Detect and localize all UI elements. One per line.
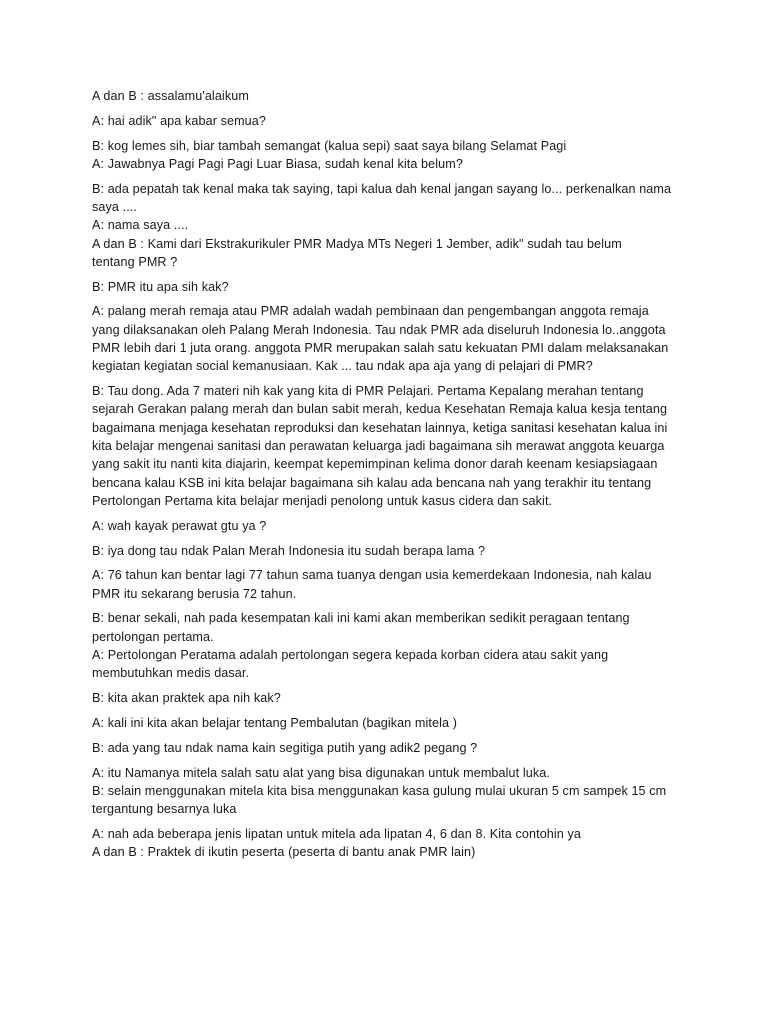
- text-line: Pertolongan Pertama kita belajar menjadi penolong untuk kasus cidera dan sakit.: [92, 493, 553, 508]
- text-line: B: benar sekali, nah pada kesempatan kali ini kami akan memberikan sedikit peragaan tentang: [92, 611, 630, 626]
- dialogue-paragraph: [92, 689, 692, 707]
- text-line: bencana kalau KSB ini kita belajar bagaimana sih kalau ada bencana nah yang terakhir itu tentang: [92, 475, 652, 490]
- text-line: tentang PMR ?: [92, 254, 178, 269]
- text-line: saya ....: [92, 199, 137, 214]
- text-line: A: Jawabnya Pagi Pagi Pagi Luar Biasa, sudah kenal kita belum?: [92, 156, 463, 171]
- text-line: kita belajar mengenai sanitasi dan perawatan keluarga jadi bagaimana sih merawat anggota keuarga: [92, 439, 665, 454]
- text-line: A: palang merah remaja atau PMR adalah wadah pembinaan dan pengembangan anggota remaja: [92, 304, 649, 319]
- text-line: sejarah Gerakan palang merah dan bulan sabit merah, kedua Kesehatan Remaja kalua kesja tentang: [92, 402, 668, 417]
- dialogue-paragraph: [92, 764, 692, 819]
- dialogue-paragraph: [92, 566, 692, 603]
- text-line: membutuhkan medis dasar.: [92, 666, 250, 681]
- text-line: A: itu Namanya mitela salah satu alat yang bisa digunakan untuk membalut luka.: [92, 765, 550, 780]
- text-line: A: kali ini kita akan belajar tentang Pembalutan (bagikan mitela ): [92, 715, 458, 730]
- text-line: A: nah ada beberapa jenis lipatan untuk mitela ada lipatan 4, 6 dan 8. Kita contohin ya: [92, 826, 582, 841]
- dialogue-paragraph: [92, 278, 692, 296]
- text-line: A: 76 tahun kan bentar lagi 77 tahun sama tuanya dengan usia kemerdekaan Indonesia, nah kalau: [92, 568, 652, 583]
- text-line: PMR itu sekarang berusia 72 tahun.: [92, 586, 297, 601]
- dialogue-paragraph: [92, 714, 692, 732]
- text-line: B: Tau dong. Ada 7 materi nih kak yang kita di PMR Pelajari. Pertama Kepalang merahan tentang: [92, 384, 644, 399]
- text-line: pertolongan pertama.: [92, 629, 214, 644]
- text-line: kegiatan kegiatan social kemanusiaan. Kak ... tau ndak apa aja yang di pelajari di PMR?: [92, 359, 593, 374]
- dialogue-paragraph: [92, 825, 692, 862]
- text-line: A: Pertolongan Peratama adalah pertolongan segera kepada korban cidera atau sakit yang: [92, 648, 609, 663]
- text-line: B: selain menggunakan mitela kita bisa menggunakan kasa gulung mulai ukuran 5 cm sampek 15 cm: [92, 783, 667, 798]
- dialogue-paragraph: [92, 739, 692, 757]
- dialogue-paragraph: [92, 137, 692, 174]
- text-line: B: ada pepatah tak kenal maka tak saying, tapi kalua dah kenal jangan sayang lo... perkenalkan nama: [92, 181, 672, 196]
- dialogue-paragraph: [92, 542, 692, 560]
- text-line: A dan B : Kami dari Ekstrakurikuler PMR Madya MTs Negeri 1 Jember, adik" sudah tau belum: [92, 236, 622, 251]
- text-line: A dan B : assalamu'alaikum: [92, 89, 249, 103]
- dialogue-paragraph: [92, 180, 692, 271]
- text-line: A: nama saya ....: [92, 218, 189, 233]
- text-line: A dan B : Praktek di ikutin peserta (peserta di bantu anak PMR lain): [92, 845, 476, 860]
- text-line: bagaimana menjaga kesehatan reproduksi dan kesehatan lainnya, ketiga sanitasi kesehatan kalua ini: [92, 420, 668, 435]
- text-line: B: iya dong tau ndak Palan Merah Indonesia itu sudah berapa lama ?: [92, 543, 486, 558]
- dialogue-paragraph: [92, 517, 692, 535]
- dialogue-paragraph: [92, 382, 692, 510]
- text-line: B: kita akan praktek apa nih kak?: [92, 691, 281, 706]
- text-line: yang sakit itu nanti kita diajarin, keempat kepemimpinan kelima donor darah keenam kesiapsiagaan: [92, 457, 658, 472]
- dialogue-paragraph: [92, 87, 692, 105]
- dialogue-paragraph: [92, 609, 692, 682]
- text-line: PMR lebih dari 1 juta orang. anggota PMR merupakan salah satu kekuatan PMI dalam melaksanakan: [92, 341, 669, 356]
- text-line: A: hai adik" apa kabar semua?: [92, 113, 266, 128]
- text-line: B: ada yang tau ndak nama kain segitiga putih yang adik2 pegang ?: [92, 740, 478, 755]
- text-line: yang dilaksanakan oleh Palang Merah Indonesia. Tau ndak PMR ada diseluruh Indonesia lo..anggota: [92, 322, 666, 337]
- text-line: B: PMR itu apa sih kak?: [92, 279, 229, 294]
- text-line: B: kog lemes sih, biar tambah semangat (kalua sepi) saat saya bilang Selamat Pagi: [92, 138, 567, 153]
- text-line: A: wah kayak perawat gtu ya ?: [92, 518, 267, 533]
- dialogue-paragraph: [92, 302, 692, 375]
- text-line: tergantung besarnya luka: [92, 802, 237, 817]
- dialogue-paragraph: [92, 112, 692, 130]
- document-page: [92, 87, 692, 868]
